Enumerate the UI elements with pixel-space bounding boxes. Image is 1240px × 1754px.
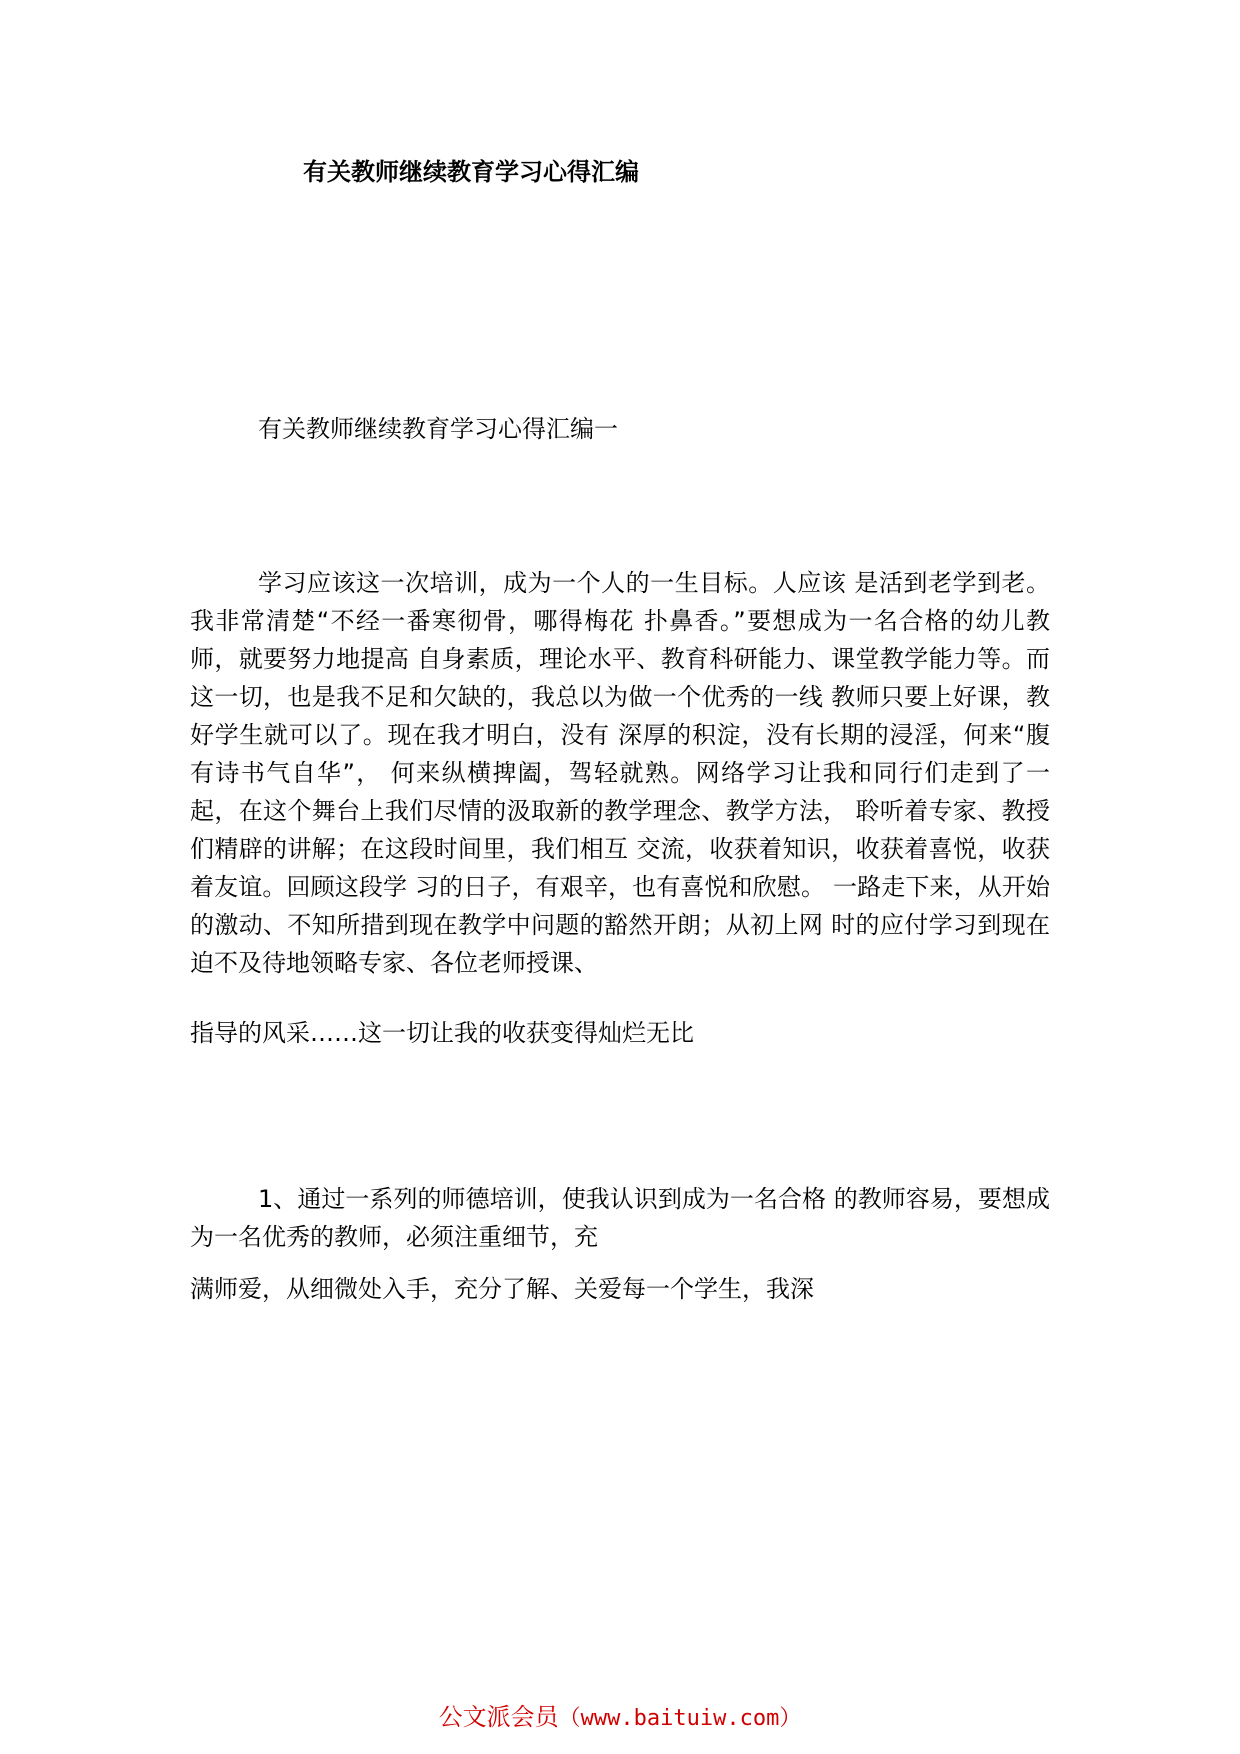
body-paragraph-1-continuation: 指导的风采……这一切让我的收获变得灿烂无比 xyxy=(190,1019,694,1047)
body-paragraph-2: 1、通过一系列的师德培训，使我认识到成为一名合格 的教师容易，要想成为一名优秀的教师，必须注重细节，充 xyxy=(190,1185,1050,1251)
document-title: 有关教师继续教育学习心得汇编 xyxy=(303,158,639,186)
body-paragraph-1: 学习应该这一次培训，成为一个人的一生目标。人应该 是活到老学到老。我非常清楚“不经一番寒彻骨，哪得梅花 扑鼻香。”要想成为一名合格的幼儿教师，就要努力地提高 自身素质，理论水平、教育科研能力、课堂教学能力等。而 这一切，也是我不足和欠缺的，我总以为做一个优秀的一线 教师只要上好课，教好学生就可以了。现在我才明白，没有 深厚的积淀，没有长期的浸淫，何来“腹有诗书气自华”， 何来纵横捭阖，驾轻就熟。网络学习让我和同行们走到了一 起，在这个舞台上我们尽情的汲取新的教学理念、教学方法， 聆听着专家、教授们精辟的讲解；在这段时间里，我们相互 交流，收获着知识，收获着喜悦，收获着友谊。回顾这段学 习的日子，有艰辛，也有喜悦和欣慰。 一路走下来，从开始 的激动、不知所措到现在教学中问题的豁然开朗；从初上网 时的应付学习到现在迫不及待地领略专家、各位老师授课、 xyxy=(190,569,1050,977)
footer-watermark xyxy=(0,1701,1240,1735)
footer-site-name: 公文派会员 xyxy=(438,1703,559,1731)
section-heading: 有关教师继续教育学习心得汇编一 xyxy=(258,415,618,443)
footer-url[interactable]: （www.baituiw.com） xyxy=(558,1706,802,1731)
body-paragraph-2-continuation: 满师爱，从细微处入手，充分了解、关爱每一个学生，我深 xyxy=(190,1275,814,1303)
